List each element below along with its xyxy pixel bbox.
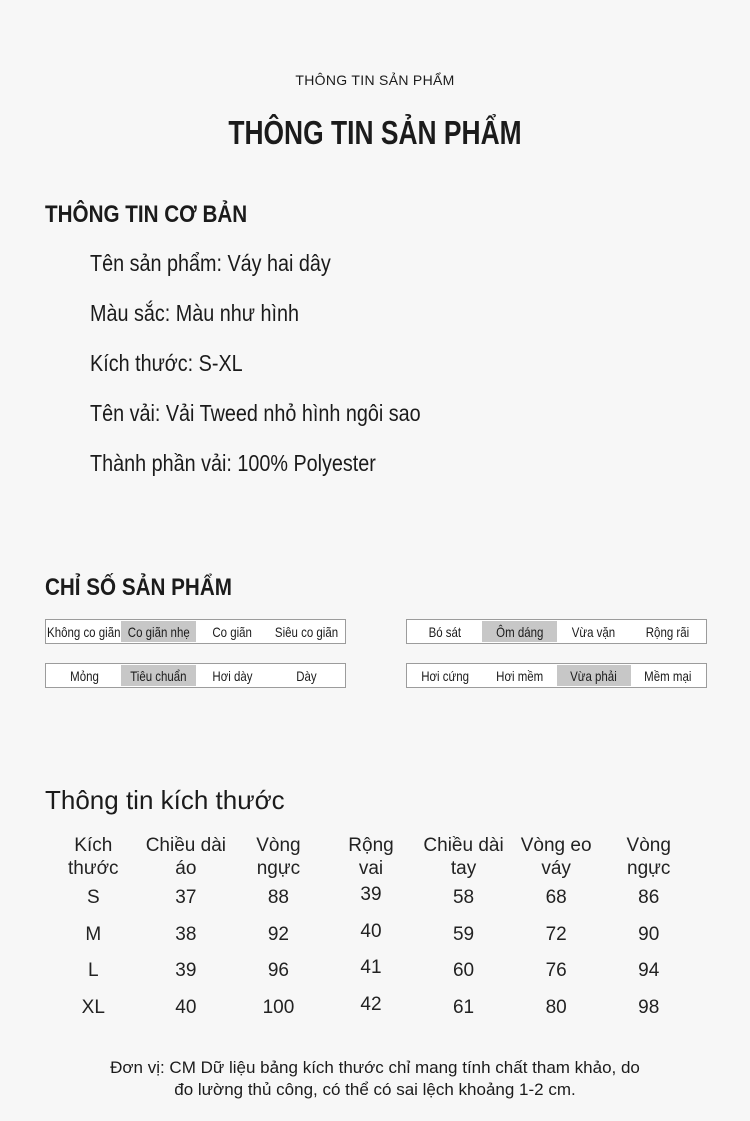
scale-option: [196, 665, 270, 686]
column-header-line: tay: [450, 858, 477, 879]
scale-option: [270, 621, 344, 642]
table-cell: XL: [81, 997, 105, 1019]
scale-option: [557, 665, 631, 686]
scale-option-label: Co giãn nhẹ: [127, 623, 190, 640]
scale-option-label: Mềm mại: [644, 667, 692, 684]
column-header-line: vai: [358, 858, 384, 879]
size-info-heading: Thông tin kích thước: [45, 785, 285, 815]
table-cell: 98: [638, 997, 660, 1019]
table-cell: 61: [452, 997, 475, 1019]
scale-option: [196, 621, 270, 642]
column-header-line: ngực: [627, 858, 671, 879]
table-cell: 88: [267, 887, 289, 908]
table-cell: 58: [452, 887, 475, 908]
scale-option-label: Rộng rãi: [646, 623, 690, 640]
info-item-fabric-name: [90, 388, 421, 438]
table-cell: 72: [545, 923, 567, 945]
scale-option: [408, 665, 482, 686]
scale-option-label: Hơi mềm: [495, 667, 543, 684]
info-label: Tên sản phẩm:: [90, 250, 222, 276]
column-header-dress-length: [140, 834, 233, 880]
table-cell: 90: [638, 923, 660, 945]
scale-option: [47, 621, 121, 642]
table-cell: 92: [267, 923, 289, 945]
table-row: [47, 953, 695, 990]
column-header-shoulder: [325, 834, 418, 880]
table-cell: 76: [545, 960, 567, 982]
info-label: Kích thước:: [90, 350, 194, 376]
column-header-line: áo: [175, 858, 197, 879]
column-header-line: Vòng: [626, 835, 671, 856]
table-cell: 68: [545, 887, 567, 908]
table-cell: 86: [638, 887, 660, 908]
column-header-size: [47, 834, 140, 880]
table-cell: 60: [452, 960, 475, 982]
scale-option-label: Hơi cứng: [421, 667, 470, 684]
info-label: Màu sắc:: [90, 300, 171, 326]
scale-option: [482, 621, 556, 642]
table-cell: S: [86, 887, 100, 908]
column-header-bust-2: [602, 834, 695, 880]
column-header-line: Vòng eo: [520, 835, 592, 856]
scale-option-label: Co giãn: [212, 623, 253, 640]
product-indices-heading: CHỈ SỐ SẢN PHẨM: [45, 574, 232, 601]
column-header-bust: [232, 834, 325, 880]
info-item-product-name: [90, 238, 421, 288]
scale-option-label: Không co giãn: [47, 623, 121, 640]
scale-option: [631, 665, 705, 686]
disclaimer-line: Đơn vị: CM Dữ liệu bảng kích thước chỉ mang tính chất tham khảo, do: [110, 1058, 640, 1077]
info-item-color: [90, 288, 421, 338]
scale-option: [408, 621, 482, 642]
table-cell: 41: [360, 957, 382, 979]
table-cell: L: [87, 960, 99, 982]
info-value: Vải Tweed nhỏ hình ngôi sao: [165, 400, 421, 426]
scale-option: [121, 665, 195, 686]
column-header-line: Kích: [74, 835, 113, 856]
table-cell: 39: [175, 960, 197, 982]
info-value: Váy hai dây: [227, 250, 331, 276]
column-header-line: ngực: [256, 858, 301, 879]
size-table: [47, 834, 695, 1027]
table-cell: 96: [267, 960, 289, 982]
scale-option-label: Dày: [296, 667, 318, 684]
column-header-line: Rộng: [348, 835, 394, 856]
scale-option-label: Vừa phải: [570, 667, 617, 684]
column-header-line: váy: [541, 858, 571, 879]
basic-info-heading: THÔNG TIN CƠ BẢN: [45, 201, 248, 228]
scale-option: [270, 665, 344, 686]
info-value: 100% Polyester: [237, 450, 376, 476]
table-row: [47, 917, 695, 954]
fit-scale: [406, 619, 707, 644]
table-cell: 40: [175, 997, 197, 1019]
scale-option: [557, 621, 631, 642]
scale-option-label: Hơi dày: [212, 667, 253, 684]
thickness-scale: [45, 663, 346, 688]
scale-option-label: Mỏng: [69, 667, 99, 684]
table-header-row: [47, 834, 695, 880]
table-cell: 38: [175, 923, 197, 945]
page-kicker: THÔNG TIN SẢN PHẨM: [295, 72, 455, 88]
scale-option: [47, 665, 121, 686]
column-header-line: Vòng: [256, 835, 301, 856]
table-cell: M: [85, 923, 102, 945]
table-cell: 40: [360, 920, 382, 942]
scale-option: [631, 621, 705, 642]
table-cell: 80: [545, 997, 567, 1019]
info-label: Thành phần vải:: [90, 450, 232, 476]
column-header-line: thước: [68, 858, 119, 879]
stretch-scale: [45, 619, 346, 644]
column-header-line: Chiều dài: [423, 835, 504, 856]
scale-option-label: Bó sát: [428, 623, 462, 640]
size-disclaimer: [0, 1057, 750, 1101]
table-cell: 39: [360, 884, 382, 905]
info-item-fabric-composition: [90, 438, 421, 488]
basic-info-list: [90, 238, 474, 488]
scale-option: [482, 665, 556, 686]
info-item-size-range: [90, 338, 421, 388]
column-header-sleeve-length: [417, 834, 510, 880]
column-header-skirt-waist: [510, 834, 603, 880]
table-cell: 100: [262, 997, 295, 1019]
scale-option-label: Vừa vặn: [571, 623, 616, 640]
table-cell: 94: [638, 960, 660, 982]
info-value: S-XL: [198, 350, 243, 376]
scale-option-label: Ôm dáng: [495, 623, 543, 640]
scale-option-label: Siêu co giãn: [275, 623, 339, 640]
table-cell: 37: [175, 887, 197, 908]
scale-option-label: Tiêu chuẩn: [130, 667, 187, 684]
info-value: Màu như hình: [175, 300, 299, 326]
table-cell: 42: [360, 994, 382, 1016]
table-row: [47, 880, 695, 917]
table-cell: 59: [452, 923, 475, 945]
page-title: THÔNG TIN SẢN PHẨM: [228, 114, 522, 151]
softness-scale: [406, 663, 707, 688]
scale-option: [121, 621, 195, 642]
table-row: [47, 990, 695, 1027]
info-label: Tên vải:: [90, 400, 161, 426]
disclaimer-line: đo lường thủ công, có thể có sai lệch khoảng 1-2 cm.: [174, 1080, 576, 1099]
column-header-line: Chiều dài: [145, 835, 226, 856]
